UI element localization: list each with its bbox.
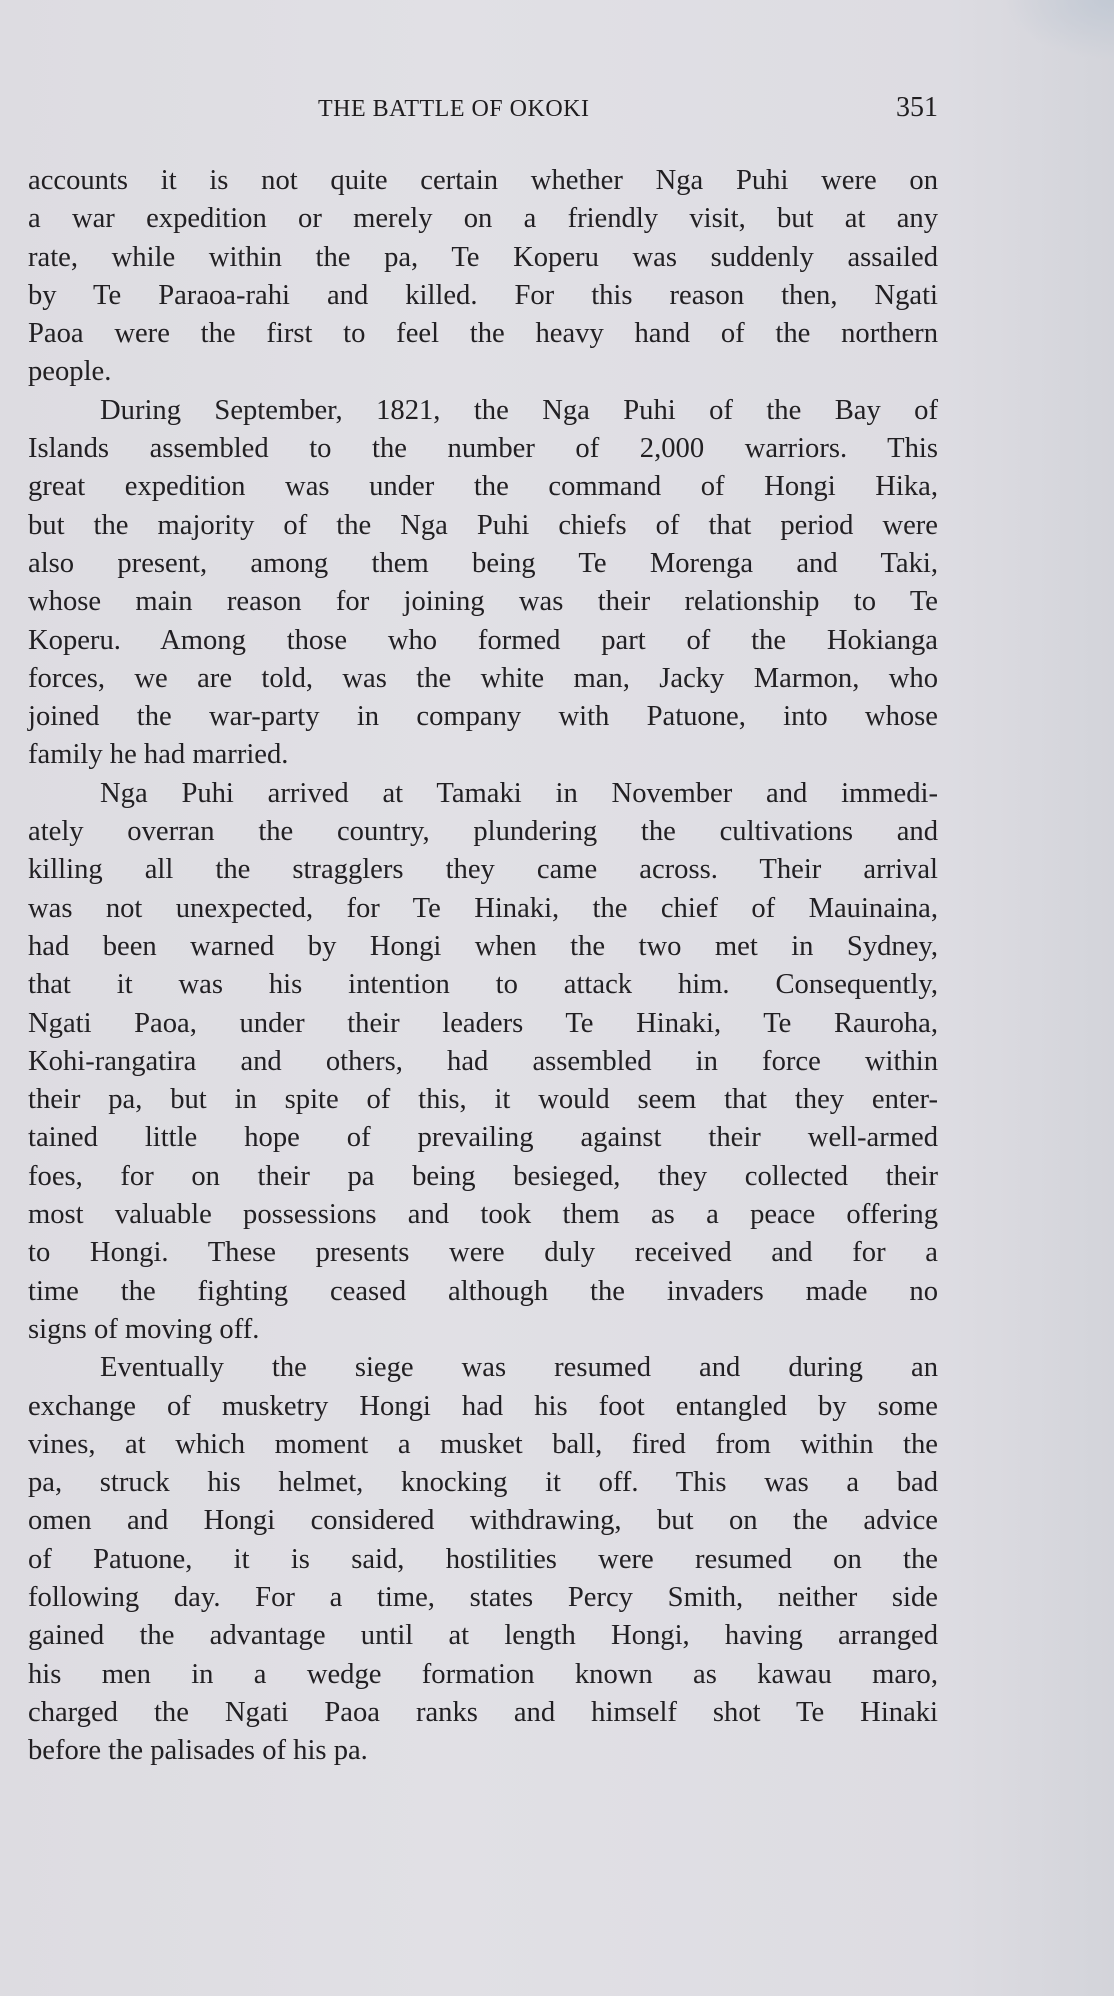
text-line: exchange of musketry Hongi had his foot entangled by some	[28, 1390, 938, 1422]
page-number: 351	[896, 92, 938, 123]
text-line: During September, 1821, the Nga Puhi of the Bay of	[100, 394, 938, 426]
page-corner-shading	[1004, 0, 1114, 60]
paragraph	[28, 1349, 938, 1770]
text-line: by Te Paraoa-rahi and killed. For this reason then, Ngati	[28, 279, 938, 311]
text-line: joined the war-party in company with Patuone, into whose	[28, 701, 938, 733]
text-line: ately overran the country, plundering the cultivations and	[28, 816, 938, 848]
text-line: Koperu. Among those who formed part of the Hokianga	[28, 624, 938, 656]
text-line: charged the Ngati Paoa ranks and himself shot Te Hinaki	[28, 1696, 938, 1728]
text-line: Kohi-rangatira and others, had assembled in force within	[28, 1045, 938, 1077]
text-line: following day. For a time, states Percy Smith, neither side	[28, 1581, 938, 1613]
text-line: Eventually the siege was resumed and during an	[100, 1352, 938, 1384]
text-line: Islands assembled to the number of 2,000 warriors. This	[28, 433, 938, 465]
text-line: but the majority of the Nga Puhi chiefs of that period were	[28, 509, 938, 541]
text-line: of Patuone, it is said, hostilities were resumed on the	[28, 1543, 938, 1575]
text-line: whose main reason for joining was their relationship to Te	[28, 586, 938, 618]
text-line: Paoa were the first to feel the heavy hand of the northern	[28, 318, 938, 350]
paragraph	[28, 775, 938, 1349]
text-line: accounts it is not quite certain whether Nga Puhi were on	[28, 165, 938, 196]
text-line: before the palisades of his pa.	[28, 1735, 368, 1767]
text-line: vines, at which moment a musket ball, fired from within the	[28, 1428, 938, 1460]
text-line: was not unexpected, for Te Hinaki, the chief of Mauinaina,	[28, 892, 938, 924]
text-line: to Hongi. These presents were duly received and for a	[28, 1237, 938, 1269]
text-line: omen and Hongi considered withdrawing, but on the advice	[28, 1505, 938, 1537]
text-line: had been warned by Hongi when the two met in Sydney,	[28, 930, 938, 962]
text-line: great expedition was under the command of Hongi Hika,	[28, 471, 938, 503]
text-line: rate, while within the pa, Te Koperu was suddenly assailed	[28, 241, 938, 273]
text-line: also present, among them being Te Morenga and Taki,	[28, 547, 938, 579]
text-line: killing all the stragglers they came across. Their arrival	[28, 854, 938, 886]
text-line: Nga Puhi arrived at Tamaki in November and immedi-	[100, 777, 938, 809]
text-line: that it was his intention to attack him. Consequently,	[28, 969, 938, 1001]
text-line: time the fighting ceased although the invaders made no	[28, 1275, 938, 1307]
text-line: people.	[28, 356, 112, 388]
text-line: most valuable possessions and took them as a peace offering	[28, 1199, 938, 1231]
text-line: a war expedition or merely on a friendly visit, but at any	[28, 203, 938, 235]
paragraph	[28, 392, 938, 775]
text-line: forces, we are told, was the white man, Jacky Marmon, who	[28, 662, 938, 694]
text-line: pa, struck his helmet, knocking it off. This was a bad	[28, 1467, 938, 1499]
paragraph	[28, 162, 938, 392]
text-line: gained the advantage until at length Hongi, having arranged	[28, 1620, 938, 1652]
text-line: tained little hope of prevailing against their well-armed	[28, 1122, 938, 1154]
text-line: family he had married.	[28, 739, 289, 771]
text-line: Ngati Paoa, under their leaders Te Hinaki, Te Rauroha,	[28, 1007, 938, 1039]
text-line: their pa, but in spite of this, it would seem that they enter-	[28, 1084, 938, 1116]
text-line: foes, for on their pa being besieged, they collected their	[28, 1160, 938, 1192]
text-line: his men in a wedge formation known as kawau maro,	[28, 1658, 938, 1690]
running-head	[28, 92, 938, 132]
body-text	[28, 162, 938, 1770]
text-line: signs of moving off.	[28, 1313, 260, 1345]
running-title: THE BATTLE OF OKOKI	[318, 96, 590, 122]
